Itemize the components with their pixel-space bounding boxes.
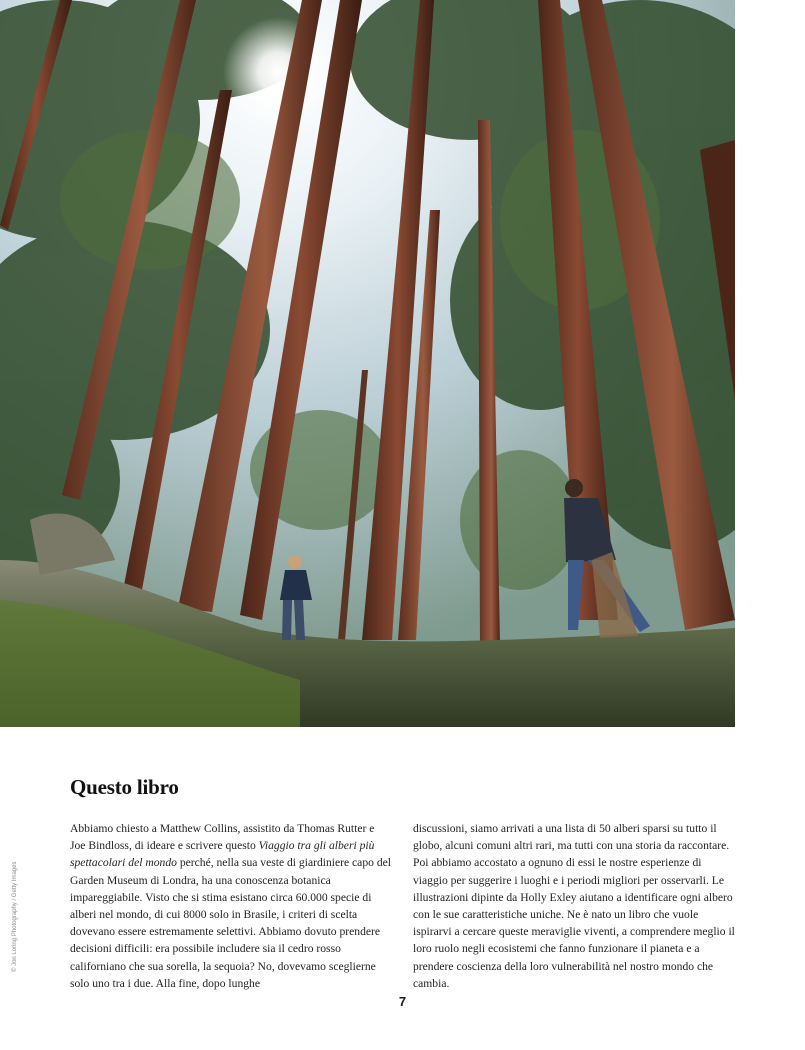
body-paragraph-left <box>70 820 392 992</box>
body-column-right <box>413 820 735 992</box>
book-title: Viaggio tra gli alberi più spettacolari del mondo <box>70 839 375 870</box>
body-text-continued: perché, nella sua veste di giardiniere capo del Garden Museum di Londra, ha una conoscenza botanica impareggiabile. Visto che si stima esistano circa 60.000 specie di alberi nel mondo, di cui 8000 solo in Brasile, i criteri di scelta dovevano essere estremamente selettivi. Abbiamo dovuto prendere decisioni difficili: era possibile includere sia il cedro rosso californiano che sua sorella, la sequoia? No, dovevamo sceglierne solo uno tra i due. Alla fine, dopo lunghe <box>70 856 391 990</box>
body-column-left <box>70 820 392 992</box>
section-heading: Questo libro <box>70 775 179 799</box>
photo-credit: © Jon Loring Photography / Getty Images <box>12 861 18 972</box>
body-paragraph-right: discussioni, siamo arrivati a una lista di 50 alberi sparsi su tutto il globo, alcuni comuni altri rari, ma tutti con una storia da raccontare. Poi abbiamo accostato a ognuno di essi le nostre esperienze di viaggio per suggerire i luoghi e i periodi migliori per osservarli. Le illustrazioni dipinte da Holly Exley aiutano a identificare ogni albero con le sue caratteristiche uniche. Ne è nato un libro che vuole ispirarvi a cercare queste meraviglie viventi, a comprendere meglio il loro ruolo negli ecosistemi che fanno funzionare il pianeta e a prendere coscienza della loro vulnerabilità nel nostro mondo che cambia. <box>413 822 735 990</box>
page-number: 7 <box>398 994 407 1009</box>
body-text-intro: Abbiamo chiesto a Matthew Collins, assistito da Thomas Rutter e Joe Bindloss, di ideare e scrivere questo <box>70 822 375 853</box>
